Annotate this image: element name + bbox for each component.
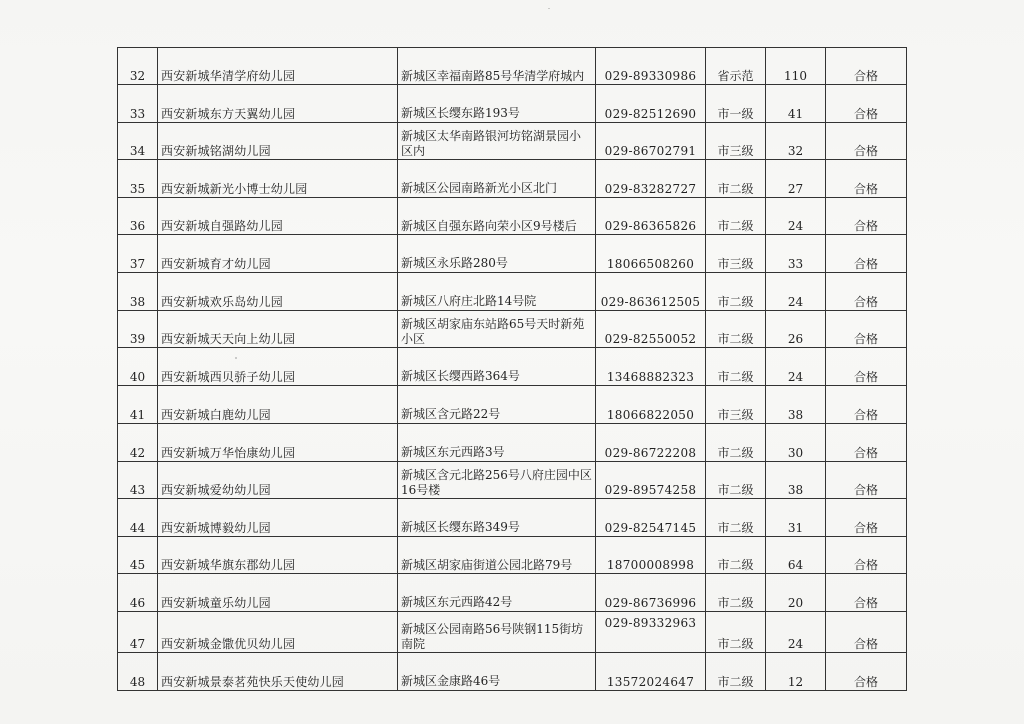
phone-number: 18700008998 (596, 537, 706, 574)
phone-number: 029-86736996 (596, 574, 706, 612)
table-row (118, 198, 907, 235)
phone-number: 029-89574258 (596, 462, 706, 499)
class-count: 32 (766, 123, 826, 160)
table-row (118, 160, 907, 198)
table-row (118, 612, 907, 653)
kindergarten-name: 西安新城华清学府幼儿园 (158, 48, 398, 85)
kindergarten-name: 西安新城东方天翼幼儿园 (158, 85, 398, 123)
kindergarten-name: 西安新城育才幼儿园 (158, 235, 398, 273)
kindergarten-name: 西安新城自强路幼儿园 (158, 198, 398, 235)
inspection-result: 合格 (826, 311, 907, 348)
grade-level: 市二级 (706, 273, 766, 311)
inspection-result: 合格 (826, 48, 907, 85)
grade-level: 市三级 (706, 235, 766, 273)
inspection-result: 合格 (826, 273, 907, 311)
kindergarten-name: 西安新城爱幼幼儿园 (158, 462, 398, 499)
inspection-result: 合格 (826, 85, 907, 123)
grade-level: 市三级 (706, 386, 766, 424)
address: 新城区长缨西路364号 (398, 348, 596, 386)
grade-level: 市三级 (706, 123, 766, 160)
table-row (118, 348, 907, 386)
grade-level: 市二级 (706, 574, 766, 612)
class-count: 24 (766, 348, 826, 386)
inspection-result: 合格 (826, 386, 907, 424)
grade-level: 市二级 (706, 348, 766, 386)
table-row (118, 462, 907, 499)
class-count: 38 (766, 462, 826, 499)
scan-speck (235, 357, 237, 359)
address: 新城区东元西路3号 (398, 424, 596, 462)
row-number: 34 (118, 123, 158, 160)
row-number: 38 (118, 273, 158, 311)
inspection-result: 合格 (826, 160, 907, 198)
table-row (118, 123, 907, 160)
address: 新城区自强东路向荣小区9号楼后 (398, 198, 596, 235)
inspection-result: 合格 (826, 348, 907, 386)
class-count: 33 (766, 235, 826, 273)
class-count: 24 (766, 273, 826, 311)
grade-level: 市二级 (706, 462, 766, 499)
class-count: 31 (766, 499, 826, 537)
address: 新城区东元西路42号 (398, 574, 596, 612)
phone-number: 029-82512690 (596, 85, 706, 123)
row-number: 44 (118, 499, 158, 537)
table-row (118, 311, 907, 348)
kindergarten-name: 西安新城天天向上幼儿园 (158, 311, 398, 348)
address: 新城区长缨东路349号 (398, 499, 596, 537)
class-count: 27 (766, 160, 826, 198)
phone-number: 029-89330986 (596, 48, 706, 85)
phone-number: 13572024647 (596, 653, 706, 691)
phone-number: 13468882323 (596, 348, 706, 386)
inspection-result: 合格 (826, 235, 907, 273)
row-number: 46 (118, 574, 158, 612)
inspection-result: 合格 (826, 123, 907, 160)
grade-level: 市一级 (706, 85, 766, 123)
grade-level: 市二级 (706, 612, 766, 653)
kindergarten-name: 西安新城金馓优贝幼儿园 (158, 612, 398, 653)
inspection-result: 合格 (826, 537, 907, 574)
address: 新城区太华南路银河坊铭湖景园小区内 (398, 123, 596, 160)
row-number: 43 (118, 462, 158, 499)
grade-level: 市二级 (706, 653, 766, 691)
class-count: 30 (766, 424, 826, 462)
grade-level: 市二级 (706, 537, 766, 574)
phone-number: 029-863612505 (596, 273, 706, 311)
inspection-result: 合格 (826, 198, 907, 235)
table-row (118, 574, 907, 612)
row-number: 41 (118, 386, 158, 424)
row-number: 32 (118, 48, 158, 85)
row-number: 42 (118, 424, 158, 462)
address: 新城区长缨东路193号 (398, 85, 596, 123)
table-row (118, 235, 907, 273)
grade-level: 市二级 (706, 198, 766, 235)
grade-level: 市二级 (706, 499, 766, 537)
phone-number: 029-82547145 (596, 499, 706, 537)
phone-number: 18066822050 (596, 386, 706, 424)
class-count: 12 (766, 653, 826, 691)
row-number: 45 (118, 537, 158, 574)
class-count: 20 (766, 574, 826, 612)
phone-number: 029-86722208 (596, 424, 706, 462)
inspection-result: 合格 (826, 462, 907, 499)
row-number: 36 (118, 198, 158, 235)
inspection-result: 合格 (826, 612, 907, 653)
address: 新城区胡家庙东站路65号天时新苑小区 (398, 311, 596, 348)
inspection-result: 合格 (826, 574, 907, 612)
phone-number: 029-82550052 (596, 311, 706, 348)
phone-number: 18066508260 (596, 235, 706, 273)
kindergarten-name: 西安新城欢乐岛幼儿园 (158, 273, 398, 311)
inspection-result: 合格 (826, 653, 907, 691)
address: 新城区八府庄北路14号院 (398, 273, 596, 311)
grade-level: 市二级 (706, 311, 766, 348)
address: 新城区永乐路280号 (398, 235, 596, 273)
class-count: 24 (766, 612, 826, 653)
row-number: 48 (118, 653, 158, 691)
phone-number: 029-89332963 (596, 612, 706, 653)
table-row (118, 499, 907, 537)
address: 新城区公园南路新光小区北门 (398, 160, 596, 198)
row-number: 35 (118, 160, 158, 198)
scan-speck (548, 8, 550, 9)
table-row (118, 48, 907, 85)
address: 新城区含元路22号 (398, 386, 596, 424)
phone-number: 029-83282727 (596, 160, 706, 198)
row-number: 37 (118, 235, 158, 273)
kindergarten-name: 西安新城华旗东郡幼儿园 (158, 537, 398, 574)
grade-level: 省示范 (706, 48, 766, 85)
table-row (118, 85, 907, 123)
class-count: 24 (766, 198, 826, 235)
row-number: 40 (118, 348, 158, 386)
kindergarten-table (117, 47, 907, 691)
row-number: 39 (118, 311, 158, 348)
kindergarten-name: 西安新城铭湖幼儿园 (158, 123, 398, 160)
class-count: 26 (766, 311, 826, 348)
kindergarten-name: 西安新城博毅幼儿园 (158, 499, 398, 537)
address: 新城区胡家庙街道公园北路79号 (398, 537, 596, 574)
kindergarten-name: 西安新城西贝骄子幼儿园 (158, 348, 398, 386)
row-number: 47 (118, 612, 158, 653)
kindergarten-name: 西安新城万华怡康幼儿园 (158, 424, 398, 462)
kindergarten-name: 西安新城童乐幼儿园 (158, 574, 398, 612)
kindergarten-name: 西安新城景泰茗苑快乐天使幼儿园 (158, 653, 398, 691)
inspection-result: 合格 (826, 424, 907, 462)
class-count: 41 (766, 85, 826, 123)
table-row (118, 653, 907, 691)
table-row (118, 537, 907, 574)
kindergarten-name: 西安新城新光小博士幼儿园 (158, 160, 398, 198)
address: 新城区含元北路256号八府庄园中区16号楼 (398, 462, 596, 499)
table-row (118, 424, 907, 462)
phone-number: 029-86702791 (596, 123, 706, 160)
class-count: 38 (766, 386, 826, 424)
address: 新城区幸福南路85号华清学府城内 (398, 48, 596, 85)
address: 新城区金康路46号 (398, 653, 596, 691)
class-count: 64 (766, 537, 826, 574)
row-number: 33 (118, 85, 158, 123)
class-count: 110 (766, 48, 826, 85)
grade-level: 市二级 (706, 160, 766, 198)
table-row (118, 273, 907, 311)
kindergarten-name: 西安新城白鹿幼儿园 (158, 386, 398, 424)
phone-number: 029-86365826 (596, 198, 706, 235)
inspection-result: 合格 (826, 499, 907, 537)
table-row (118, 386, 907, 424)
address: 新城区公园南路56号陕钢115街坊南院 (398, 612, 596, 653)
grade-level: 市二级 (706, 424, 766, 462)
